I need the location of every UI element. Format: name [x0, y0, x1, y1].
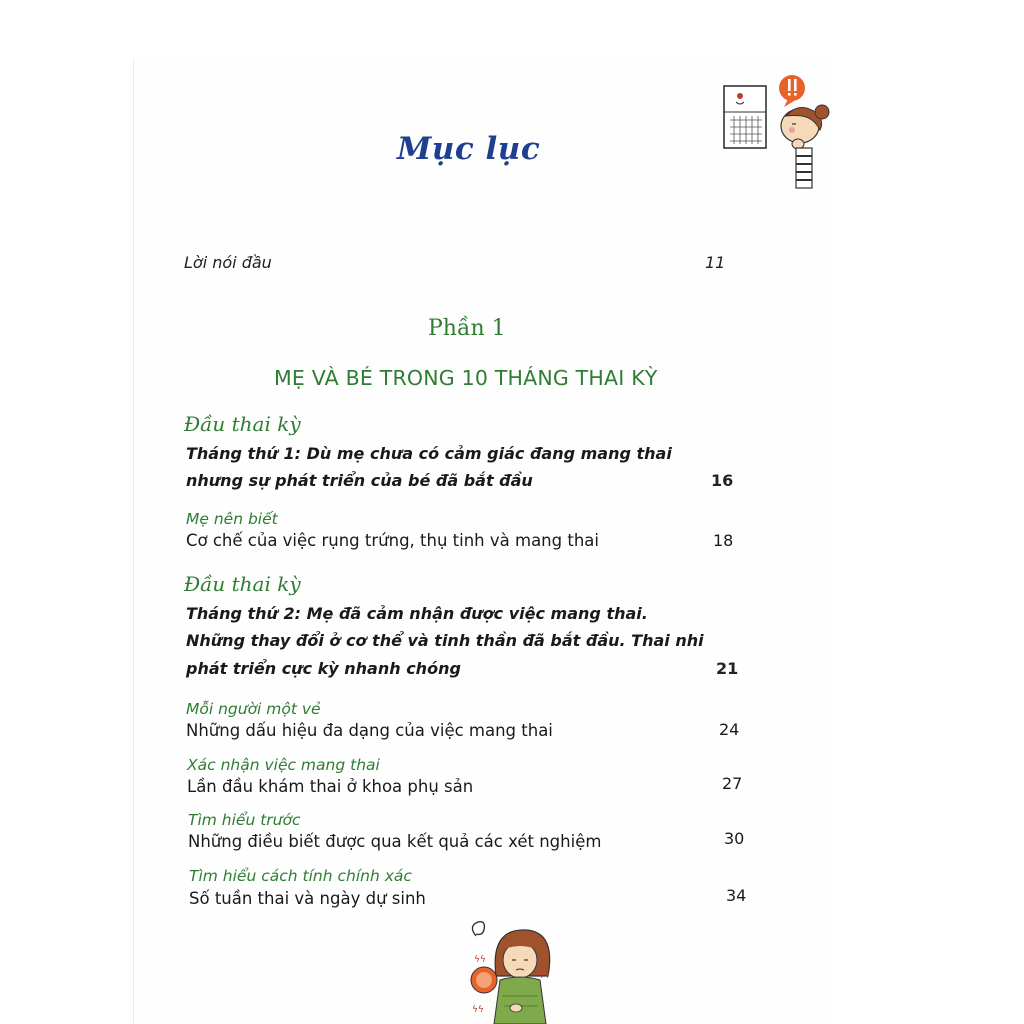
- entry-subtitle: Tìm hiểu trước: [188, 811, 301, 829]
- entry-subtitle: Mỗi người một vẻ: [186, 700, 321, 718]
- section-heading: Đầu thai kỳ: [184, 572, 301, 596]
- girl-stomach-illustration: [458, 916, 558, 1024]
- entry-title: Những điều biết được qua kết quả các xét nghiệm: [188, 832, 602, 851]
- entry-page: 24: [719, 720, 740, 739]
- entry-title: Những dấu hiệu đa dạng của việc mang thai: [186, 721, 553, 740]
- chapter-line: Những thay đổi ở cơ thể và tinh thần đã bắt đầu. Thai nhi: [186, 631, 704, 650]
- toc-title: Mục lục: [397, 131, 541, 167]
- entry-subtitle: Xác nhận việc mang thai: [187, 756, 380, 774]
- entry-page: 34: [726, 886, 747, 905]
- entry-subtitle: Mẹ nên biết: [186, 510, 278, 528]
- part-label: Phần 1: [428, 316, 506, 341]
- preface-page: 11: [705, 253, 726, 272]
- svg-text:ϟϟ: ϟϟ: [474, 955, 486, 965]
- entry-subtitle: Tìm hiểu cách tính chính xác: [189, 867, 412, 885]
- chapter-line: nhưng sự phát triển của bé đã bắt đầu: [186, 471, 533, 490]
- svg-text:ϟϟ: ϟϟ: [472, 1005, 484, 1015]
- section-heading: Đầu thai kỳ: [184, 412, 301, 436]
- entry-title: Cơ chế của việc rụng trứng, thụ tinh và mang thai: [186, 531, 599, 550]
- chapter-page: 16: [711, 471, 734, 490]
- chapter-line: Tháng thứ 2: Mẹ đã cảm nhận được việc mang thai.: [186, 604, 648, 623]
- chapter-line: Tháng thứ 1: Dù mẹ chưa có cảm giác đang mang thai: [186, 444, 672, 463]
- entry-page: 27: [722, 774, 743, 793]
- preface-label: Lời nói đầu: [184, 253, 272, 272]
- entry-page: 18: [713, 531, 734, 550]
- chapter-line: phát triển cực kỳ nhanh chóng: [186, 659, 461, 678]
- svg-text:ϟϟ: ϟϟ: [538, 971, 550, 981]
- entry-title: Lần đầu khám thai ở khoa phụ sản: [187, 777, 474, 796]
- chapter-page: 21: [716, 659, 739, 678]
- entry-title: Số tuần thai và ngày dự sinh: [189, 889, 426, 908]
- entry-page: 30: [724, 829, 745, 848]
- calendar-girl-illustration: [718, 72, 830, 190]
- part-title: MẸ VÀ BÉ TRONG 10 THÁNG THAI KỲ: [274, 366, 658, 390]
